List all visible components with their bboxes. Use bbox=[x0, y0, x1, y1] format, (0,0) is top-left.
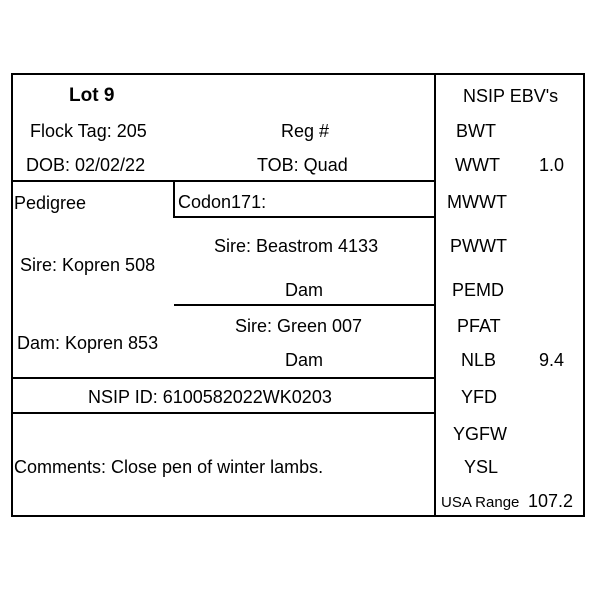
codon-left-line bbox=[173, 180, 175, 218]
sire-sire: Sire: Beastrom 4133 bbox=[214, 236, 379, 256]
ebv-label-wwt: WWT bbox=[455, 155, 500, 175]
dob: DOB: 02/02/22 bbox=[26, 155, 146, 175]
header-divider bbox=[11, 180, 436, 182]
dam-dam: Dam bbox=[285, 350, 324, 370]
ebv-title: NSIP EBV's bbox=[463, 86, 559, 106]
dam-sire: Sire: Green 007 bbox=[235, 316, 363, 336]
reg-number: Reg # bbox=[281, 121, 330, 141]
flock-tag: Flock Tag: 205 bbox=[30, 121, 147, 141]
pedigree-title: Pedigree bbox=[14, 193, 87, 213]
nsip-id: NSIP ID: 6100582022WK0203 bbox=[88, 387, 332, 407]
ebv-label-ygfw: YGFW bbox=[453, 424, 507, 444]
ebv-value-nlb: 9.4 bbox=[539, 350, 565, 370]
ebv-label-nlb: NLB bbox=[461, 350, 497, 370]
sire: Sire: Kopren 508 bbox=[20, 255, 156, 275]
ebv-label-mwwt: MWWT bbox=[447, 192, 507, 212]
nsip-bottom-line bbox=[11, 412, 436, 414]
ebv-label-pwwt: PWWT bbox=[450, 236, 507, 256]
pedigree-mid-line bbox=[174, 304, 436, 306]
dam: Dam: Kopren 853 bbox=[17, 333, 159, 353]
tob: TOB: Quad bbox=[257, 155, 348, 175]
codon-label: Codon171: bbox=[178, 192, 267, 212]
ebv-label-usa-range: USA Range bbox=[441, 494, 520, 511]
sire-dam: Dam bbox=[285, 280, 324, 300]
ebv-value-wwt: 1.0 bbox=[539, 155, 565, 175]
comments: Comments: Close pen of winter lambs. bbox=[14, 457, 324, 477]
lot-title: Lot 9 bbox=[69, 85, 115, 106]
ebv-value-usa-range: 107.2 bbox=[528, 491, 574, 511]
ebv-label-pemd: PEMD bbox=[452, 280, 505, 300]
ebv-label-bwt: BWT bbox=[456, 121, 496, 141]
nsip-top-line bbox=[11, 377, 436, 379]
column-divider bbox=[434, 73, 436, 517]
ebv-label-pfat: PFAT bbox=[457, 316, 501, 336]
ebv-label-yfd: YFD bbox=[461, 387, 497, 407]
ebv-label-ysl: YSL bbox=[464, 457, 499, 477]
codon-bottom-line bbox=[174, 216, 436, 218]
